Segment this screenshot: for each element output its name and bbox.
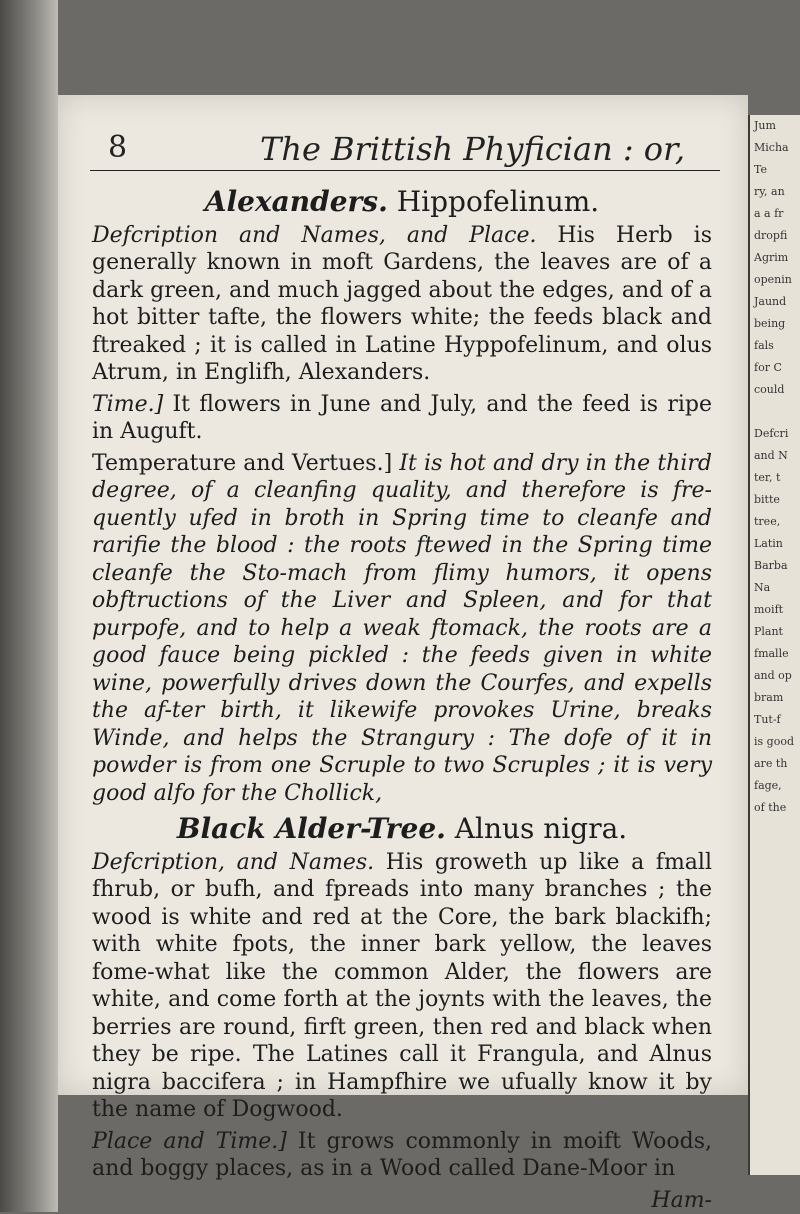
facing-page-fragment: are th xyxy=(750,753,800,775)
section-label: Temperature and Vertues.] xyxy=(92,451,392,476)
facing-page-fragment: Jum xyxy=(750,115,800,137)
facing-page-fragment: Te xyxy=(750,159,800,181)
section-text: His groweth up like a fmall fhrub, or bufh, and fpreads into many branches ; the wood is white and red at the Core, the bark blackifh; with white fpots, the inner bark yellow, the leaves fome-what like the common Alder, the flowers are white, and come forth at the joynts with the leaves, the berries are round, firft green, then red and black when they be ripe. The Latines call it Frangula, and Alnus nigra baccifera ; in Hampfhire we ufually know it by the name of Dogwood. xyxy=(92,850,712,1123)
page-number: 8 xyxy=(108,130,127,165)
facing-page-fragment: moift xyxy=(750,599,800,621)
facing-page-fragment: bitte xyxy=(750,489,800,511)
book-gutter xyxy=(0,0,58,1212)
description-paragraph xyxy=(92,849,712,1124)
section-label: Defcription and Names, and Place. xyxy=(92,223,536,248)
page-body xyxy=(92,180,712,1214)
time-paragraph xyxy=(92,391,712,446)
section-label: Defcription, and Names. xyxy=(92,850,374,875)
entry-title: Black Alder-Tree. xyxy=(177,812,446,845)
facing-page-fragment xyxy=(750,401,800,423)
section-text: It grows commonly in moift Woods, and boggy places, as in a Wood called Dane-Moor in xyxy=(92,1129,712,1182)
facing-page-fragment: Plant xyxy=(750,621,800,643)
catchword: Ham- xyxy=(92,1187,712,1214)
facing-page-fragment: bram xyxy=(750,687,800,709)
facing-page-fragment: Defcri xyxy=(750,423,800,445)
facing-page-fragment: Latin xyxy=(750,533,800,555)
facing-page-fragment: Tut-f xyxy=(750,709,800,731)
section-label: Time.] xyxy=(92,392,163,417)
facing-page-fragment: Agrim xyxy=(750,247,800,269)
place-paragraph xyxy=(92,1128,712,1183)
facing-page-fragment: dropfi xyxy=(750,225,800,247)
facing-page-fragment: could xyxy=(750,379,800,401)
facing-page-fragment: being xyxy=(750,313,800,335)
facing-page-fragment: fmalle xyxy=(750,643,800,665)
facing-page-fragment: Micha xyxy=(750,137,800,159)
section-text: It flowers in June and July, and the feed is ripe in Auguft. xyxy=(92,392,712,445)
facing-page-fragment: openin xyxy=(750,269,800,291)
section-label: Place and Time.] xyxy=(92,1129,287,1154)
entry-latin-name: Hippofelinum. xyxy=(397,185,599,218)
facing-page-fragment: a a fr xyxy=(750,203,800,225)
facing-page-fragment: Jaund xyxy=(750,291,800,313)
facing-page-fragment: Na xyxy=(750,577,800,599)
entry-title: Alexanders. xyxy=(205,185,388,218)
facing-page-fragment: for C xyxy=(750,357,800,379)
facing-page-fragment: fals xyxy=(750,335,800,357)
temperature-paragraph xyxy=(92,450,712,808)
facing-page-fragment: and N xyxy=(750,445,800,467)
facing-page-fragment: ry, an xyxy=(750,181,800,203)
facing-page-fragment: and op xyxy=(750,665,800,687)
facing-page-fragment: fage, xyxy=(750,775,800,797)
section-text: His Herb is generally known in moft Gardens, the leaves are of a dark green, and much jagged about the edges, and of a hot bitter tafte, the flowers white; the feeds black and ftreaked ; it is called in Latine Hyppofelinum, and olus Atrum, in Englifh, Alexanders. xyxy=(92,223,712,386)
running-title: The Brittish Phyfician : or, xyxy=(260,130,685,168)
facing-page-fragment: tree, xyxy=(750,511,800,533)
description-paragraph xyxy=(92,222,712,387)
facing-page-fragment: ter, t xyxy=(750,467,800,489)
entry-heading xyxy=(92,815,712,843)
entry-latin-name: Alnus nigra. xyxy=(455,812,627,845)
facing-page-fragment: is good xyxy=(750,731,800,753)
facing-page-margin xyxy=(748,115,800,1175)
entry-heading xyxy=(92,188,712,216)
section-text: It is hot and dry in the third degree, of a cleanfing quality, and therefore is fre-quently ufed in broth in Spring time to cleanfe and rarifie the blood : the roots ftewed in the Spring time cleanfe the Sto-mach from flimy humors, it opens obftructions of the Liver and Spleen, and for that purpofe, and to help a weak ftomack, the roots are a good fauce being pickled : the feeds given in white wine, powerfully drives down the Courfes, and expells the af-ter birth, it likewife provokes Urine, breaks Winde, and helps the Strangury : The dofe of it in powder is from one Scruple to two Scruples ; it is very good alfo for the Chollick, xyxy=(92,451,712,806)
page-header xyxy=(90,130,720,171)
facing-page-fragment: of the xyxy=(750,797,800,819)
facing-page-fragment: Barba xyxy=(750,555,800,577)
